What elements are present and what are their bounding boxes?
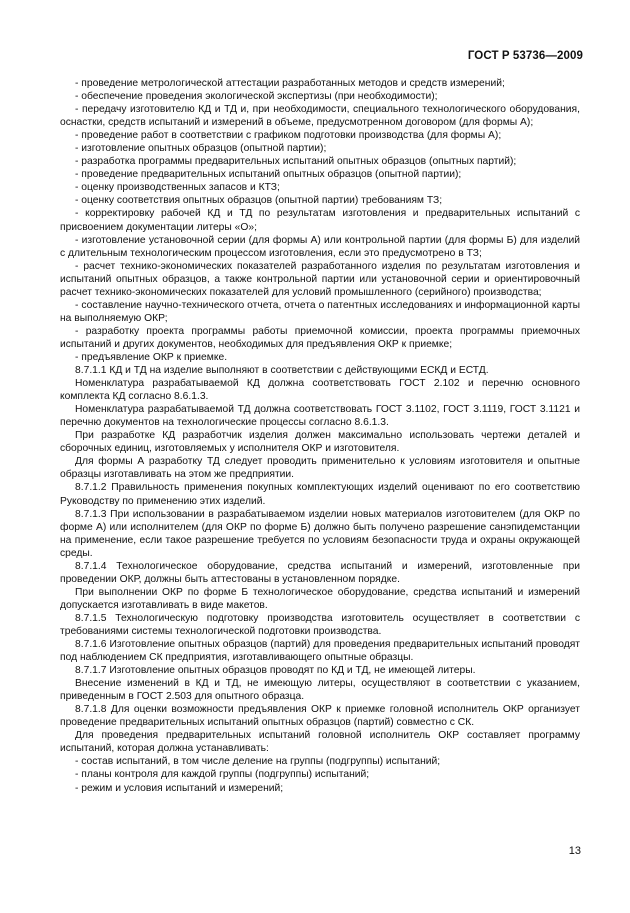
paragraph: - разработку проекта программы работы приемочной комиссии, проекта программы приемочных испытаний и других документов, необходимых для предъявления ОКР к приемке; (60, 325, 580, 350)
paragraph: Номенклатура разрабатываемой ТД должна соответствовать ГОСТ 3.1102, ГОСТ 3.1119, ГОСТ 3.1121 и перечню документов на технологические процессы согласно 8.6.1.3. (60, 404, 580, 429)
paragraph: 8.7.1.7 Изготовление опытных образцов проводят по КД и ТД, не имеющей литеры. (75, 665, 476, 677)
paragraph: - проведение работ в соответствии с графиком подготовки производства (для формы А); (75, 130, 502, 142)
paragraph: - режим и условия испытаний и измерений; (75, 782, 284, 794)
paragraph: - проведение предварительных испытаний опытных образцов (опытной партии); (75, 169, 462, 181)
paragraph: - планы контроля для каждой группы (подгруппы) испытаний; (75, 769, 370, 781)
paragraph: 8.7.1.4 Технологическое оборудование, средства испытаний и измерений, изготовленные при проведении ОКР, должны быть аттестованы в установленном порядке. (60, 560, 580, 585)
paragraph: - разработка программы предварительных испытаний опытных образцов (опытных партий); (75, 156, 517, 168)
page-body (60, 77, 580, 795)
paragraph: 8.7.1.5 Технологическую подготовку производства изготовитель осуществляет в соответствии с требованиями системы технологической подготовки производства. (60, 612, 580, 637)
paragraph: - проведение метрологической аттестации разработанных методов и средств измерений; (75, 78, 505, 89)
paragraph: - оценку производственных запасов и КТЗ; (75, 182, 280, 194)
paragraph: 8.7.1.6 Изготовление опытных образцов (партий) для проведения предварительных испытаний проводят под наблюдением СК предприятия, изготавливающего опытные образцы. (60, 639, 580, 664)
paragraph: 8.7.1.8 Для оценки возможности предъявления ОКР к приемке головной исполнитель ОКР организует проведение предварительных испытаний опытных образцов (партий) совместно с СК. (60, 704, 580, 729)
paragraph: - изготовление установочной серии (для формы А) или контрольной партии (для формы Б) для изделий с длительным технологическим процессом изготовления, если это предусмотрено в ТЗ; (60, 234, 580, 259)
document-header: ГОСТ Р 53736—2009 (467, 50, 583, 62)
paragraph: - передачу изготовителю КД и ТД и, при необходимости, специального технологического оборудования, оснастки, средств испытаний и измерений в объеме, предусмотренном договором (для формы А); (60, 104, 580, 129)
paragraph: - предъявление ОКР к приемке. (75, 351, 228, 363)
paragraph: При разработке КД разработчик изделия должен максимально использовать чертежи деталей и сборочных единиц, изготовляемых у исполнителя ОКР и изготовителя. (60, 430, 580, 455)
paragraph: - состав испытаний, в том числе деление на группы (подгруппы) испытаний; (75, 756, 441, 768)
paragraph: Для формы А разработку ТД следует проводить применительно к условиям изготовителя и опытные образцы изготавливать на этом же предприятии. (60, 456, 580, 481)
paragraph: - изготовление опытных образцов (опытной партии); (75, 143, 327, 155)
paragraph: При выполнении ОКР по форме Б технологическое оборудование, средства испытаний и измерений допускается изготавливать в виде макетов. (60, 586, 580, 611)
paragraph: Внесение изменений в КД и ТД, не имеющую литеры, осуществляют в соответствии с указанием, приведенным в ГОСТ 2.503 для опытного образца. (60, 678, 580, 703)
paragraph: Номенклатура разрабатываемой КД должна соответствовать ГОСТ 2.102 и перечню основного комплекта КД согласно 8.6.1.3. (60, 378, 580, 403)
paragraph: 8.7.1.3 При использовании в разрабатываемом изделии новых материалов изготовителем (для ОКР по форме А) или исполнителем (для ОКР по форме Б) должно быть получено разрешение санэпидемстанции на применение, если такое разрешение требуется по условиям безопасности труда и охраны окружающей среды. (60, 508, 580, 559)
paragraph: 8.7.1.1 КД и ТД на изделие выполняют в соответствии с действующими ЕСКД и ЕСТД. (75, 365, 489, 377)
paragraph: - оценку соответствия опытных образцов (опытной партии) требованиям ТЗ; (75, 195, 443, 207)
paragraph: 8.7.1.2 Правильность применения покупных комплектующих изделий оценивают по его соответствию Руководству по применению этих изделий. (60, 482, 580, 507)
paragraph: - расчет технико-экономических показателей разработанного изделия по результатам изготовления и испытаний опытных образцов, а также контрольной партии или установочной серии и ориентировочный расчет технико-экономических показателей для условий промышленного (серийного) производства; (60, 260, 580, 298)
paragraph: - корректировку рабочей КД и ТД по результатам изготовления и предварительных испытаний с присвоением документации литеры «О»; (60, 208, 580, 233)
paragraph: Для проведения предварительных испытаний головной исполнитель ОКР составляет программу испытаний, которая должна устанавливать: (60, 730, 580, 755)
paragraph: - обеспечение проведения экологической экспертизы (при необходимости); (75, 91, 438, 103)
page-number: 13 (568, 845, 581, 857)
paragraph: - составление научно-технического отчета, отчета о патентных исследованиях и информационной карты на выполняемую ОКР; (60, 299, 580, 324)
